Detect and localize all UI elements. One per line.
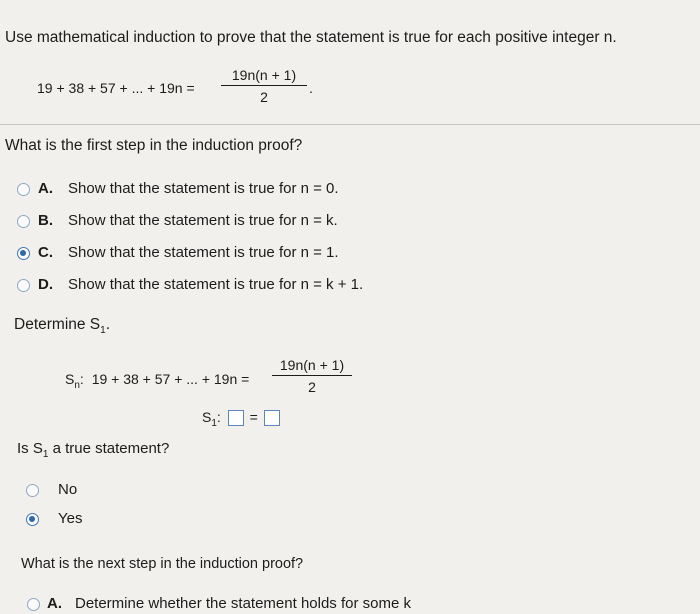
sn-colon: : xyxy=(79,371,84,387)
is-s1-text: Is S xyxy=(17,440,43,457)
is-s1-subscript: 1 xyxy=(42,449,49,460)
s1-equals: = xyxy=(249,409,258,425)
option-c[interactable] xyxy=(38,244,339,261)
option-yes[interactable]: Yes xyxy=(58,510,83,527)
radio-option-c-selected[interactable] xyxy=(17,247,30,260)
sn-lhs: 19 + 38 + 57 + ... + 19n = xyxy=(91,371,250,387)
determine-s1-period: . xyxy=(105,316,111,333)
radio-option-d[interactable] xyxy=(17,279,30,292)
option-b[interactable] xyxy=(38,212,338,229)
option-d-letter: D. xyxy=(38,276,53,293)
statement-fraction xyxy=(221,67,307,105)
radio-yes-selected[interactable] xyxy=(26,513,39,526)
sn-fraction-denominator: 2 xyxy=(308,379,316,395)
statement-period: . xyxy=(309,80,313,96)
option-c-letter: C. xyxy=(38,244,53,261)
option-a[interactable] xyxy=(38,180,339,197)
determine-s1-text: Determine S xyxy=(14,316,101,333)
part1-question: What is the first step in the induction proof? xyxy=(5,137,303,154)
sn-fraction-numerator: 19n(n + 1) xyxy=(279,357,345,373)
sn-subscript: n xyxy=(74,380,80,391)
option-no[interactable]: No xyxy=(58,481,78,498)
fraction-denominator: 2 xyxy=(260,89,268,105)
next-option-a-text: Determine whether the statement holds for some k xyxy=(75,595,411,612)
sn-statement xyxy=(65,371,250,391)
s1-label: S xyxy=(202,409,212,425)
part4-question: What is the next step in the induction proof? xyxy=(21,556,304,572)
statement-lhs: 19 + 38 + 57 + ... + 19n = xyxy=(37,80,195,96)
option-a-letter: A. xyxy=(38,180,53,197)
radio-next-option-a[interactable] xyxy=(27,598,40,611)
sn-fraction xyxy=(272,357,352,395)
is-s1-true-question xyxy=(17,440,170,460)
determine-s1-prompt xyxy=(14,316,110,334)
radio-option-a[interactable] xyxy=(17,183,30,196)
radio-option-b[interactable] xyxy=(17,215,30,228)
s1-right-input[interactable] xyxy=(264,410,280,426)
divider xyxy=(0,124,700,125)
option-b-text: Show that the statement is true for n = k. xyxy=(68,212,338,229)
next-option-a[interactable] xyxy=(47,595,427,612)
radio-no[interactable] xyxy=(26,484,39,497)
option-d-text: Show that the statement is true for n = k + 1. xyxy=(68,276,364,293)
s1-statement xyxy=(202,409,280,429)
s1-left-input[interactable] xyxy=(228,410,244,426)
question-prompt: Use mathematical induction to prove that the statement is true for each positive integer n. xyxy=(5,29,617,46)
s1-subscript: 1 xyxy=(211,418,217,429)
option-a-text: Show that the statement is true for n = 0. xyxy=(68,180,339,197)
sn-label: S xyxy=(65,371,75,387)
is-s1-end: a true statement? xyxy=(48,440,170,457)
option-c-text: Show that the statement is true for n = 1. xyxy=(68,244,339,261)
fraction-numerator: 19n(n + 1) xyxy=(231,67,297,83)
s1-colon: : xyxy=(216,409,221,425)
next-option-a-letter: A. xyxy=(47,595,62,612)
option-d[interactable] xyxy=(38,276,363,293)
option-b-letter: B. xyxy=(38,212,53,229)
determine-s1-subscript: 1 xyxy=(100,325,106,336)
